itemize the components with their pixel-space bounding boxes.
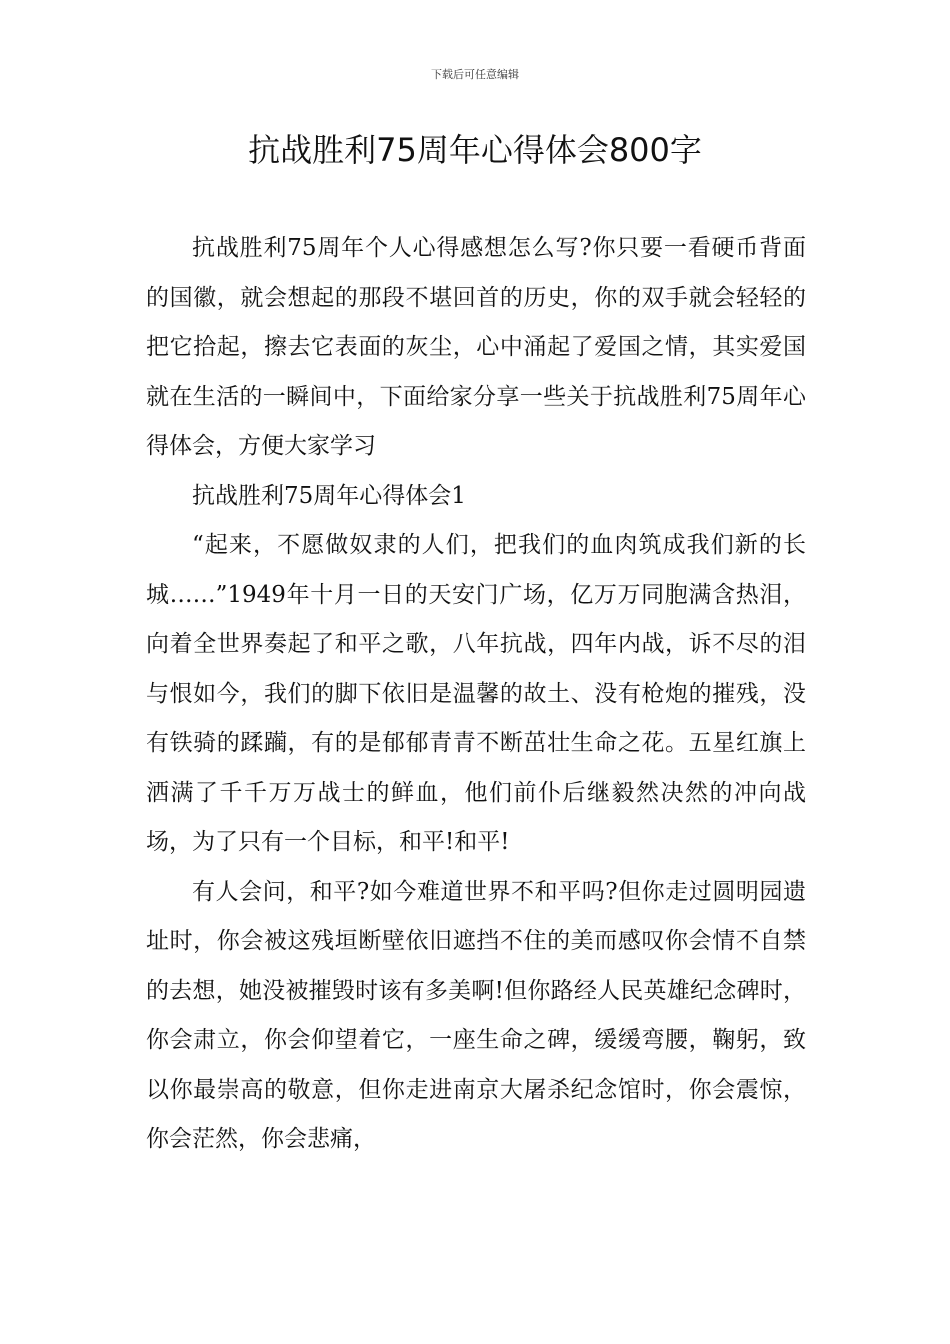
paragraph-section-heading: 抗战胜利75周年心得体会1 — [192, 482, 466, 509]
paragraph-intro: 抗战胜利75周年个人心得感想怎么写?你只要一看硬币背面的国徽，就会想起的那段不堪回首的历史，你的双手就会轻轻的把它拾起，擦去它表面的灰尘，心中涌起了爱国之情，其实爱国就在生活的一瞬间中，下面给家分享一些关于抗战胜利75周年心得体会，方便大家学习 — [146, 235, 806, 459]
paragraph-peace: 有人会问，和平?如今难道世界不和平吗?但你走过圆明园遗址时，你会被这残垣断壁依旧遮挡不住的美而感叹你会情不自禁的去想，她没被摧毁时该有多美啊!但你路经人民英雄纪念碑时，你会肃立，你会仰望着它，一座生命之碑，缓缓弯腰，鞠躬，致以你最崇高的敬意，但你走进南京大屠杀纪念馆时，你会震惊，你会茫然，你会悲痛， — [146, 878, 806, 1152]
header-note: 下载后可任意编辑 — [431, 68, 519, 81]
document-body — [146, 224, 806, 1165]
paragraph-anthem: “起来，不愿做奴隶的人们，把我们的血肉筑成我们新的长城……”1949年十月一日的天安门广场，亿万万同胞满含热泪，向着全世界奏起了和平之歌，八年抗战，四年内战，诉不尽的泪与恨如今，我们的脚下依旧是温馨的故土、没有枪炮的摧残，没有铁骑的蹂躏，有的是郁郁青青不断茁壮生命之花。五星红旗上洒满了千千万万战士的鲜血，他们前仆后继毅然决然的冲向战场，为了只有一个目标，和平!和平! — [146, 532, 806, 855]
document-title: 抗战胜利75周年心得体会800字 — [248, 131, 702, 169]
